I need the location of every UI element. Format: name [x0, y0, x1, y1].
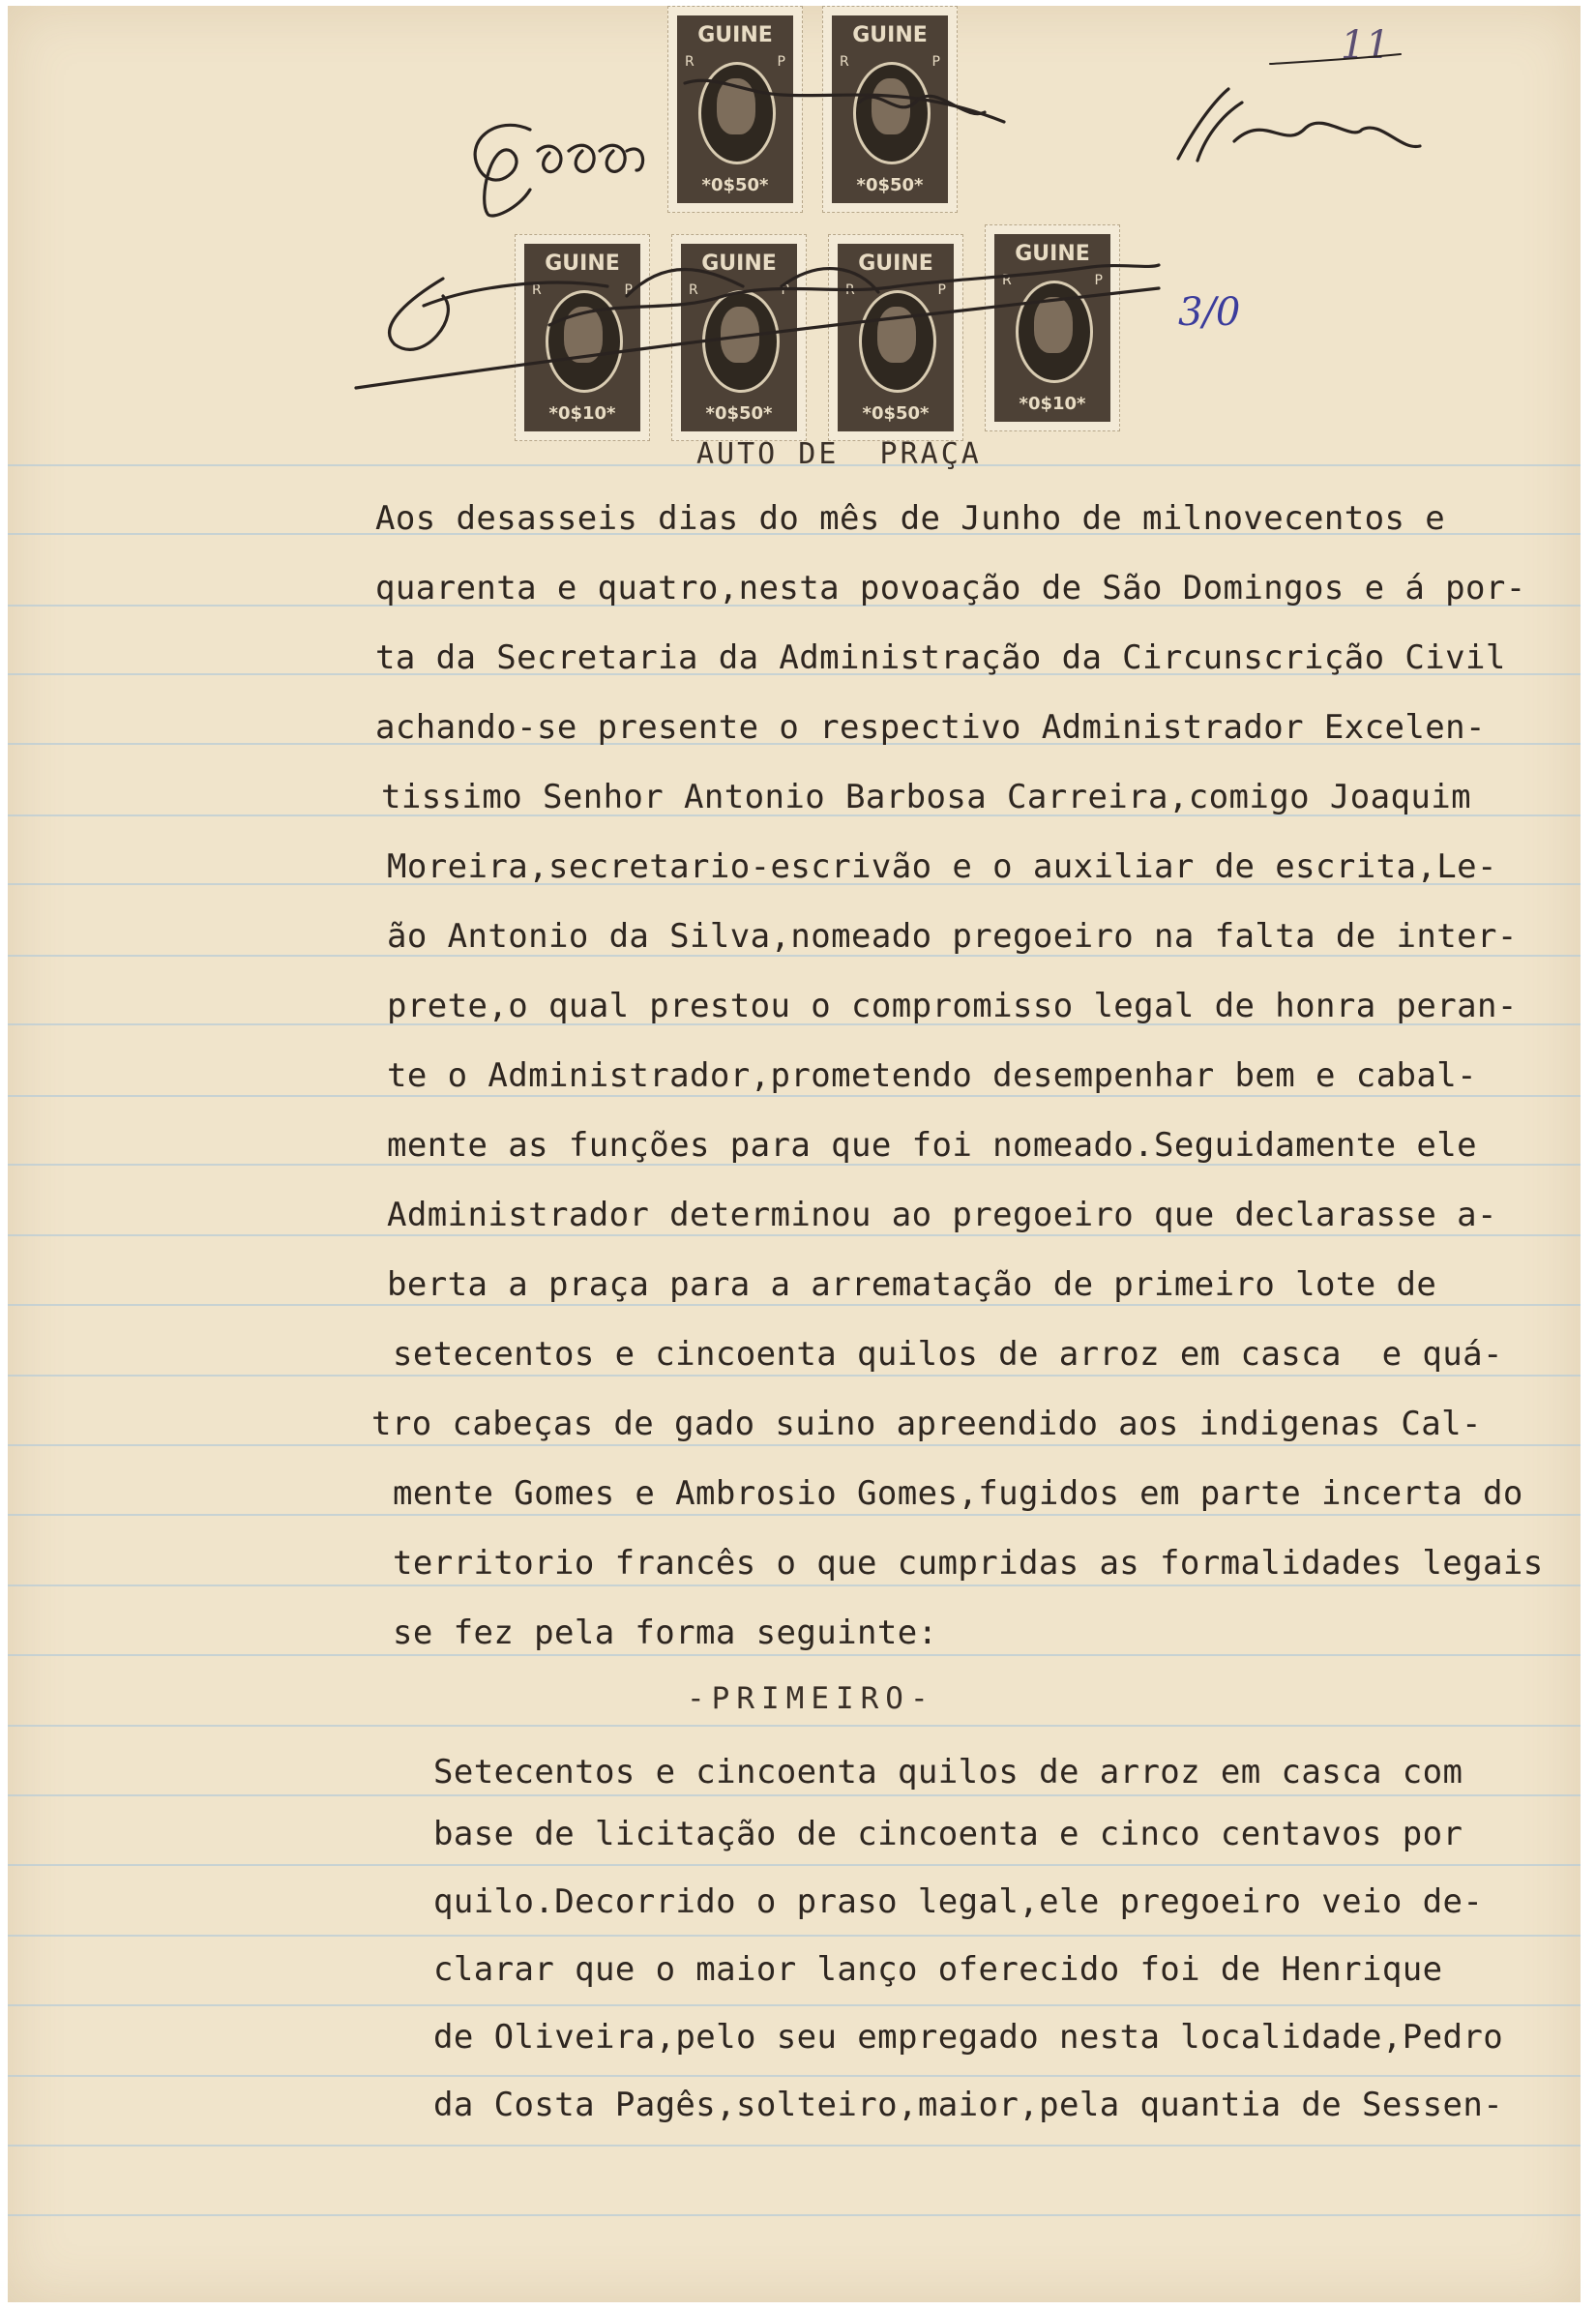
text-line: ta da Secretaria da Administração da Circunscrição Civil	[375, 638, 1506, 677]
ruled-line	[8, 2145, 1581, 2147]
text-line: te o Administrador,prometendo desempenhar bem e cabal-	[387, 1056, 1477, 1095]
ruled-line	[8, 1864, 1581, 1866]
fiscal-stamp: GUINE R P *0$50*	[822, 6, 958, 213]
fiscal-stamp: GUINE R P *0$50*	[671, 234, 807, 441]
text-line: setecentos e cincoenta quilos de arroz em casca e quá-	[393, 1335, 1503, 1374]
stamp-country: GUINE	[852, 23, 928, 47]
handwritten-signatures	[8, 6, 1581, 451]
text-line: territorio francês o que cumpridas as formalidades legais	[393, 1544, 1544, 1583]
stamp-country: GUINE	[858, 252, 933, 276]
text-line: tro cabeças de gado suino apreendido aos indigenas Cal-	[371, 1405, 1482, 1443]
fiscal-stamp: GUINE R P *0$50*	[828, 234, 963, 441]
ruled-line	[8, 1375, 1581, 1377]
text-line: Aos desasseis dias do mês de Junho de milnovecentos e	[375, 499, 1446, 538]
stamp-country: GUINE	[701, 252, 777, 276]
ruled-line	[8, 2075, 1581, 2077]
text-line: clarar que o maior lanço oferecido foi de Henrique	[433, 1950, 1443, 1989]
text-line: berta a praça para a arrematação de primeiro lote de	[387, 1265, 1437, 1304]
fiscal-stamp: GUINE R P *0$10*	[985, 224, 1120, 431]
stamp-value: *0$10*	[548, 403, 616, 424]
ruled-line	[8, 1444, 1581, 1446]
text-line: prete,o qual prestou o compromisso legal de honra peran-	[387, 987, 1518, 1025]
stamp-value: *0$10*	[1019, 394, 1086, 414]
text-line: da Costa Pagês,solteiro,maior,pela quantia de Sessen-	[433, 2086, 1504, 2124]
text-line: de Oliveira,pelo seu empregado nesta localidade,Pedro	[433, 2018, 1504, 2057]
ruled-line	[8, 1095, 1581, 1097]
text-line: quarenta e quatro,nesta povoação de São Domingos e á por-	[375, 569, 1526, 607]
text-line: ão Antonio da Silva,nomeado pregoeiro na falta de inter-	[387, 917, 1518, 956]
ruled-line	[8, 1584, 1581, 1586]
ruled-line	[8, 1654, 1581, 1656]
ruled-line	[8, 1794, 1581, 1796]
text-line: quilo.Decorrido o praso legal,ele pregoeiro veio de-	[433, 1882, 1484, 1921]
stamp-value: *0$50*	[862, 403, 930, 424]
ruled-line	[8, 2214, 1581, 2216]
section-heading: -PRIMEIRO-	[687, 1681, 935, 1716]
stamp-value: *0$50*	[705, 403, 773, 424]
stamp-value: *0$50*	[701, 175, 769, 195]
text-line: mente as funções para que foi nomeado.Seguidamente ele	[387, 1126, 1477, 1165]
ruled-line	[8, 1725, 1581, 1727]
ruled-line	[8, 1514, 1581, 1516]
text-line: se fez pela forma seguinte:	[393, 1614, 938, 1652]
text-line: tissimo Senhor Antonio Barbosa Carreira,comigo Joaquim	[381, 778, 1471, 816]
ruled-line	[8, 2004, 1581, 2006]
text-line: achando-se presente o respectivo Administrador Excelen-	[375, 708, 1486, 747]
fiscal-stamp: GUINE R P *0$10*	[515, 234, 650, 441]
text-line: Setecentos e cincoenta quilos de arroz em casca com	[433, 1753, 1463, 1792]
fiscal-stamp: GUINE R P *0$50*	[667, 6, 803, 213]
stamp-value: *0$50*	[856, 175, 924, 195]
stamp-country: GUINE	[1015, 242, 1090, 266]
document-page	[8, 6, 1581, 2302]
text-line: Moreira,secretario-escrivão e o auxiliar de escrita,Le-	[387, 847, 1497, 886]
text-line: mente Gomes e Ambrosio Gomes,fugidos em parte incerta do	[393, 1474, 1523, 1513]
ruled-line	[8, 1935, 1581, 1937]
text-line: Administrador determinou ao pregoeiro que declarasse a-	[387, 1196, 1497, 1234]
ruled-line	[8, 1304, 1581, 1306]
text-line: base de licitação de cincoenta e cinco centavos por	[433, 1815, 1463, 1853]
document-title: AUTO DE PRAÇA	[696, 437, 982, 471]
ruled-line	[8, 1234, 1581, 1236]
stamp-country: GUINE	[545, 252, 620, 276]
stamp-country: GUINE	[697, 23, 773, 47]
margin-note: 3/0	[1178, 290, 1241, 335]
folio-number: 11	[1341, 23, 1390, 68]
